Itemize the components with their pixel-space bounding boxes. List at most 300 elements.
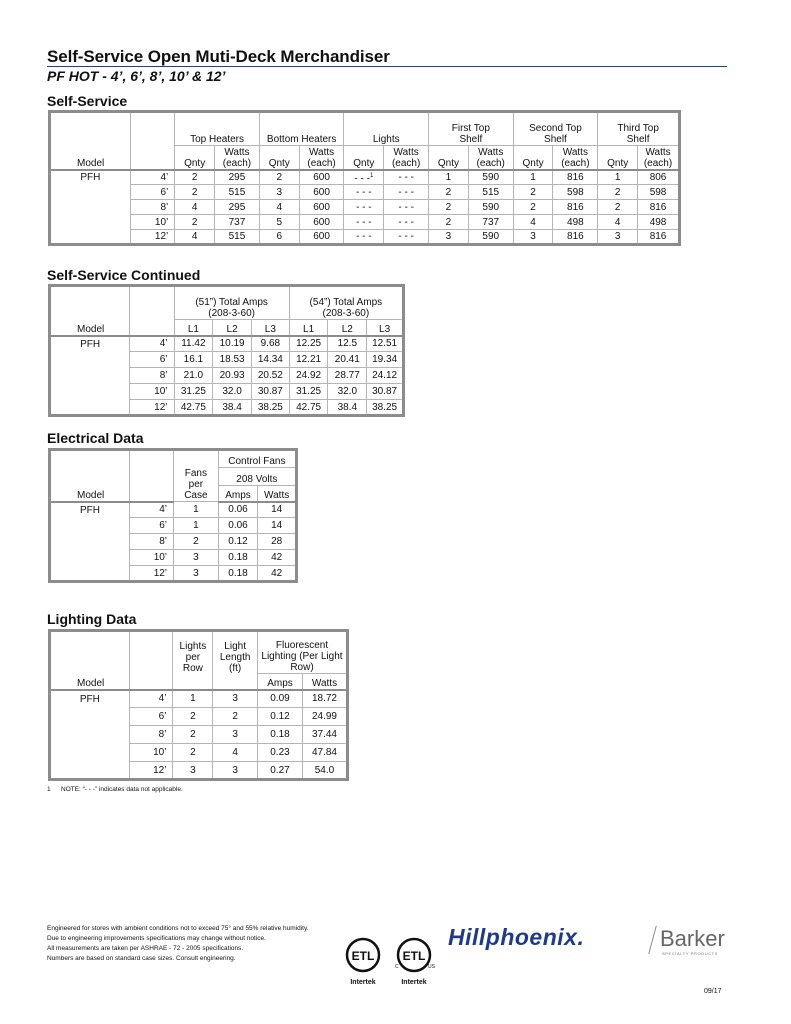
cell-value: 14.34 xyxy=(257,354,283,365)
cell-value: 4 xyxy=(530,216,536,228)
cell-value: 18.53 xyxy=(219,354,245,365)
table-cell xyxy=(213,336,252,352)
table-cell xyxy=(174,566,219,582)
table-cell xyxy=(258,502,297,518)
table-row xyxy=(50,502,297,518)
table-cell xyxy=(553,185,598,200)
cell-value: 0.23 xyxy=(270,747,290,758)
cell-value: 28.77 xyxy=(334,370,360,381)
cell-value: 14 xyxy=(271,504,283,516)
cell-value: 4 xyxy=(191,231,198,242)
disclaimer-line: All measurements are taken per ASHRAE - 72 - 2005 specifications. xyxy=(47,945,244,952)
table-cell xyxy=(175,170,215,185)
case-size-cell: 6’ xyxy=(130,518,174,534)
table-cell xyxy=(174,384,213,400)
table-cell xyxy=(598,215,638,230)
cell-value: 2 xyxy=(190,729,196,740)
col-group-fluorescent-lighting: Fluorescent Lighting (Per Light Row) xyxy=(257,631,347,674)
table-cell xyxy=(468,200,513,215)
cell-value: 42 xyxy=(271,552,283,563)
table-row xyxy=(50,708,348,726)
electrical-data-rows xyxy=(50,502,297,582)
cell-value: 2 xyxy=(445,186,452,198)
table-cell xyxy=(553,215,598,230)
table-cell xyxy=(344,230,384,245)
case-size-cell: 8’ xyxy=(129,726,173,744)
table-cell xyxy=(513,185,553,200)
table-cell xyxy=(173,708,213,726)
cell-value: 5 xyxy=(276,216,283,228)
table-cell xyxy=(175,215,215,230)
model-cell xyxy=(50,726,130,744)
table-cell xyxy=(638,200,680,215)
table-row xyxy=(50,368,404,384)
table-cell xyxy=(384,215,429,230)
col-group-bottom-heaters: Bottom Heaters xyxy=(259,112,344,146)
cell-value: 24.12 xyxy=(372,370,398,381)
model-cell xyxy=(50,200,131,215)
footer-disclaimer xyxy=(47,924,309,964)
table-cell xyxy=(259,185,299,200)
table-row xyxy=(50,690,348,708)
cert-label: Intertek xyxy=(350,979,376,986)
table-cell xyxy=(215,230,260,245)
cell-value: 600 xyxy=(313,171,330,183)
cell-value: 1 xyxy=(530,171,536,183)
phase-header: L1 xyxy=(174,320,213,336)
cell-value: 4 xyxy=(191,201,198,213)
table-cell xyxy=(174,534,219,550)
cell-value: 31.25 xyxy=(180,386,206,397)
lighting-data-rows xyxy=(50,690,348,780)
table-cell xyxy=(218,502,258,518)
model-cell: PFH xyxy=(50,502,130,518)
table-cell xyxy=(215,170,260,185)
table-cell xyxy=(289,400,328,416)
electrical-data-table xyxy=(48,448,298,583)
case-size-cell: 6’ xyxy=(130,185,175,200)
case-size-cell: 10’ xyxy=(130,215,175,230)
table-cell xyxy=(328,336,367,352)
qnty-header: Qnty xyxy=(513,146,553,170)
table-cell xyxy=(598,230,638,245)
cell-value: - - - xyxy=(356,186,372,198)
table-cell xyxy=(215,200,260,215)
col-group-208-volts: 208 Volts xyxy=(218,468,296,486)
cell-value: 3 xyxy=(232,729,238,740)
logo-divider xyxy=(648,926,657,954)
table-cell xyxy=(344,200,384,215)
case-size-cell: 12’ xyxy=(130,566,174,582)
self-service-continued-table xyxy=(48,284,405,417)
cell-value: 2 xyxy=(193,536,199,547)
cell-value: 3 xyxy=(530,231,536,242)
table-cell xyxy=(213,384,252,400)
cell-value: 515 xyxy=(228,231,246,242)
etl-intertek-mark xyxy=(345,937,381,986)
cell-value: 515 xyxy=(228,186,246,198)
model-cell xyxy=(50,400,130,416)
table-cell xyxy=(175,185,215,200)
model-cell: PFH xyxy=(50,170,131,185)
cell-value: 2 xyxy=(445,201,452,213)
table-cell xyxy=(429,230,469,245)
self-service-heading: Self-Service xyxy=(47,93,128,109)
footnote-text: NOTE: “- - -” indicates data not applicable. xyxy=(61,786,183,793)
page-subtitle: PF HOT - 4’, 6’, 8’, 10’ & 12’ xyxy=(47,68,226,84)
cell-value: 600 xyxy=(313,201,330,213)
table-cell xyxy=(328,400,367,416)
svg-text:ETL: ETL xyxy=(351,949,375,963)
table-cell xyxy=(367,384,404,400)
model-header: Model xyxy=(50,674,130,690)
cell-value: 24.92 xyxy=(296,370,322,381)
case-size-cell: 4’ xyxy=(130,170,175,185)
table-row xyxy=(50,400,404,416)
table-cell xyxy=(429,170,469,185)
model-cell xyxy=(50,534,130,550)
cell-value: 32.0 xyxy=(337,386,358,397)
table-cell xyxy=(213,690,258,708)
cell-value: 3 xyxy=(193,567,199,579)
cell-value: 19.34 xyxy=(372,354,398,365)
cell-value: - - - xyxy=(356,201,372,213)
model-cell xyxy=(50,518,130,534)
table-cell xyxy=(174,368,213,384)
model-cell xyxy=(50,185,131,200)
cell-value: 2 xyxy=(191,186,198,198)
self-service-rows xyxy=(50,170,680,245)
footnote-number: 1 xyxy=(47,786,51,793)
cell-value: 1 xyxy=(193,504,199,515)
table-row xyxy=(50,550,297,566)
table-cell xyxy=(513,215,553,230)
model-cell xyxy=(50,708,130,726)
cell-value: 0.09 xyxy=(270,693,290,705)
watts-header: Watts (each) xyxy=(215,146,260,170)
table-row xyxy=(50,170,680,185)
cell-value: 18.72 xyxy=(311,693,337,705)
model-cell xyxy=(50,368,130,384)
cell-value: 737 xyxy=(482,216,500,228)
cell-value: 38.4 xyxy=(222,401,242,413)
model-cell: PFH xyxy=(50,690,130,708)
cell-value: 31.25 xyxy=(296,386,322,397)
cell-value: 12.25 xyxy=(296,338,322,350)
amps-header: Amps xyxy=(218,486,258,502)
table-cell xyxy=(384,200,429,215)
table-cell xyxy=(289,352,328,368)
col-group-top-heaters: Top Heaters xyxy=(175,112,260,146)
cell-value: 14 xyxy=(271,520,283,531)
table-cell xyxy=(289,368,328,384)
cell-value: 600 xyxy=(313,186,330,198)
table-cell xyxy=(468,185,513,200)
table-cell xyxy=(218,566,258,582)
cell-value: 42.75 xyxy=(296,401,322,413)
cell-value: 16.1 xyxy=(183,354,204,365)
barker-tagline: SPECIALTY PRODUCTS xyxy=(662,951,718,956)
table-cell xyxy=(302,690,347,708)
cell-value: - - - xyxy=(398,216,414,228)
table-cell xyxy=(384,230,429,245)
cell-value: 3 xyxy=(193,552,199,563)
model-cell xyxy=(50,215,131,230)
cell-value: 816 xyxy=(567,171,584,183)
cell-value: 598 xyxy=(567,186,584,198)
table-cell xyxy=(344,215,384,230)
cell-value: 3 xyxy=(232,764,238,776)
case-size-cell: 8’ xyxy=(130,534,174,550)
cell-value: 2 xyxy=(530,186,536,198)
case-size-cell: 4’ xyxy=(130,502,174,518)
lights-per-row-header: Lights per Row xyxy=(173,631,213,674)
table-cell xyxy=(173,690,213,708)
case-size-cell: 8’ xyxy=(130,200,175,215)
cell-value: 3 xyxy=(190,764,196,776)
qnty-header: Qnty xyxy=(259,146,299,170)
table-cell xyxy=(213,400,252,416)
case-size-cell: 10’ xyxy=(129,744,173,762)
cell-value: 32.0 xyxy=(222,386,242,397)
table-row xyxy=(50,215,680,230)
cell-value: 498 xyxy=(567,216,584,228)
table-cell xyxy=(258,534,297,550)
table-row xyxy=(50,230,680,245)
cell-value: 3 xyxy=(232,693,238,705)
table-cell xyxy=(213,368,252,384)
model-header: Model xyxy=(50,146,131,170)
lighting-data-table xyxy=(48,629,349,781)
cell-value: 816 xyxy=(567,231,584,242)
model-header: Model xyxy=(50,320,130,336)
cell-value: 38.25 xyxy=(257,401,283,413)
cell-value: 2 xyxy=(276,171,283,183)
table-cell xyxy=(328,352,367,368)
cell-value: 2 xyxy=(445,216,452,228)
table-cell xyxy=(638,170,680,185)
cell-value: 1 xyxy=(193,520,199,531)
cell-value: 806 xyxy=(649,171,667,183)
cell-value: 2 xyxy=(232,711,238,722)
table-cell xyxy=(367,336,404,352)
table-cell xyxy=(299,230,344,245)
watts-header: Watts xyxy=(302,674,347,690)
cell-value: 6 xyxy=(276,231,283,242)
cell-value: 2 xyxy=(614,186,621,198)
table-cell xyxy=(174,502,219,518)
cell-value: 54.0 xyxy=(314,764,335,776)
cell-value: 295 xyxy=(228,171,246,183)
title-divider xyxy=(47,66,727,67)
col-group-51-total-amps: (51”) Total Amps (208-3-60) xyxy=(174,286,289,320)
table-cell xyxy=(384,185,429,200)
c-etl-us-logo-icon xyxy=(392,937,436,973)
cell-value: 816 xyxy=(567,201,584,213)
svg-text:C: C xyxy=(395,964,399,970)
table-row xyxy=(50,566,297,582)
cell-value: 4 xyxy=(232,747,238,758)
model-cell xyxy=(50,384,130,400)
cell-value: 598 xyxy=(649,186,667,198)
table-cell xyxy=(173,726,213,744)
table-row xyxy=(50,744,348,762)
table-cell xyxy=(328,368,367,384)
table-cell xyxy=(299,200,344,215)
table-row xyxy=(50,200,680,215)
cell-value: 2 xyxy=(191,171,198,183)
c-etl-us-intertek-mark xyxy=(392,937,436,986)
table-cell xyxy=(289,336,328,352)
cell-value: 2 xyxy=(190,747,196,758)
cell-value: 12.21 xyxy=(296,354,322,365)
table-cell xyxy=(173,762,213,780)
fans-per-case-header: Fans per Case xyxy=(174,468,219,502)
cell-value: 3 xyxy=(276,186,283,198)
cell-value: 12.51 xyxy=(372,338,398,350)
table-cell xyxy=(213,744,258,762)
svg-text:ETL: ETL xyxy=(402,949,426,963)
table-cell xyxy=(513,230,553,245)
col-group-control-fans: Control Fans xyxy=(218,450,296,468)
table-row xyxy=(50,384,404,400)
case-size-cell: 10’ xyxy=(130,384,174,400)
table-cell xyxy=(251,336,289,352)
table-cell xyxy=(598,185,638,200)
table-cell xyxy=(257,744,302,762)
cell-value: 0.06 xyxy=(228,504,248,516)
cell-value: - - - xyxy=(356,216,372,228)
phase-header: L3 xyxy=(251,320,289,336)
cell-value: - - - xyxy=(398,171,414,183)
col-group-lights: Lights xyxy=(344,112,429,146)
cell-value: - - - xyxy=(354,172,370,184)
case-size-cell: 4’ xyxy=(129,690,173,708)
model-cell xyxy=(50,550,130,566)
table-row xyxy=(50,336,404,352)
table-cell xyxy=(598,200,638,215)
cell-value: 42 xyxy=(271,567,283,579)
cell-value: 20.93 xyxy=(219,370,245,381)
light-length-header: Light Length (ft) xyxy=(213,631,258,674)
col-group-first-top-shelf: First Top Shelf xyxy=(429,112,514,146)
table-cell xyxy=(468,230,513,245)
self-service-continued-heading: Self-Service Continued xyxy=(47,267,201,283)
table-cell xyxy=(218,550,258,566)
cell-value: 1 xyxy=(190,693,196,705)
table-cell xyxy=(213,708,258,726)
table-cell xyxy=(215,185,260,200)
table-cell xyxy=(251,368,289,384)
cell-value: 0.18 xyxy=(228,567,248,579)
page-title: Self-Service Open Muti-Deck Merchandiser xyxy=(47,47,390,66)
case-size-cell: 8’ xyxy=(130,368,174,384)
table-cell xyxy=(218,518,258,534)
phase-header: L2 xyxy=(328,320,367,336)
model-header: Model xyxy=(50,486,130,502)
cell-value: 2 xyxy=(530,201,536,213)
cell-value: 816 xyxy=(649,201,667,213)
table-cell xyxy=(344,170,384,185)
model-cell xyxy=(50,744,130,762)
table-cell xyxy=(302,726,347,744)
case-size-cell: 4’ xyxy=(130,336,174,352)
cell-value: 30.87 xyxy=(257,386,283,397)
case-size-cell: 12’ xyxy=(130,400,174,416)
watts-header: Watts (each) xyxy=(553,146,598,170)
table-cell xyxy=(259,230,299,245)
cell-value: 28 xyxy=(271,536,283,547)
cell-value: 2 xyxy=(190,711,196,722)
footnote xyxy=(47,786,183,793)
table-cell xyxy=(174,518,219,534)
table-cell xyxy=(251,352,289,368)
table-row xyxy=(50,518,297,534)
table-cell xyxy=(468,215,513,230)
table-cell xyxy=(638,215,680,230)
cell-value: 21.0 xyxy=(183,370,204,381)
table-cell xyxy=(513,200,553,215)
table-cell xyxy=(638,230,680,245)
cell-value: 11.42 xyxy=(181,338,206,350)
cell-value: 295 xyxy=(228,201,246,213)
table-cell xyxy=(299,185,344,200)
table-cell xyxy=(257,726,302,744)
case-size-cell: 6’ xyxy=(129,708,173,726)
model-cell xyxy=(50,230,131,245)
table-cell xyxy=(344,185,384,200)
table-cell xyxy=(173,744,213,762)
cell-value: 0.18 xyxy=(228,552,248,563)
disclaimer-line: Due to engineering improvements specifications may change without notice. xyxy=(47,935,266,942)
cell-value: 590 xyxy=(482,231,500,242)
table-cell xyxy=(429,200,469,215)
phase-header: L2 xyxy=(213,320,252,336)
model-cell xyxy=(50,352,130,368)
table-cell xyxy=(384,170,429,185)
table-row xyxy=(50,726,348,744)
table-cell xyxy=(468,170,513,185)
watts-header: Watts (each) xyxy=(299,146,344,170)
cell-value: 10.19 xyxy=(219,338,245,350)
svg-text:US: US xyxy=(428,964,435,970)
col-group-54-total-amps: (54”) Total Amps (208-3-60) xyxy=(289,286,403,320)
cell-value: 1 xyxy=(614,171,621,183)
cell-value: 737 xyxy=(228,216,246,228)
case-size-cell: 10’ xyxy=(130,550,174,566)
cell-value: 37.44 xyxy=(311,729,337,740)
table-cell xyxy=(429,215,469,230)
table-row xyxy=(50,352,404,368)
table-cell xyxy=(258,550,297,566)
cell-value: 12.5 xyxy=(337,338,358,350)
footnote-marker: 1 xyxy=(369,172,374,179)
table-row xyxy=(50,762,348,780)
table-cell xyxy=(289,384,328,400)
cell-value: 0.18 xyxy=(270,729,290,740)
table-row xyxy=(50,534,297,550)
table-cell xyxy=(257,690,302,708)
table-cell xyxy=(302,762,347,780)
watts-header: Watts (each) xyxy=(468,146,513,170)
cell-value: 47.84 xyxy=(311,747,337,758)
table-cell xyxy=(553,230,598,245)
table-cell xyxy=(302,708,347,726)
table-cell xyxy=(257,762,302,780)
qnty-header: Qnty xyxy=(175,146,215,170)
col-group-second-top-shelf: Second Top Shelf xyxy=(513,112,598,146)
table-cell xyxy=(638,185,680,200)
